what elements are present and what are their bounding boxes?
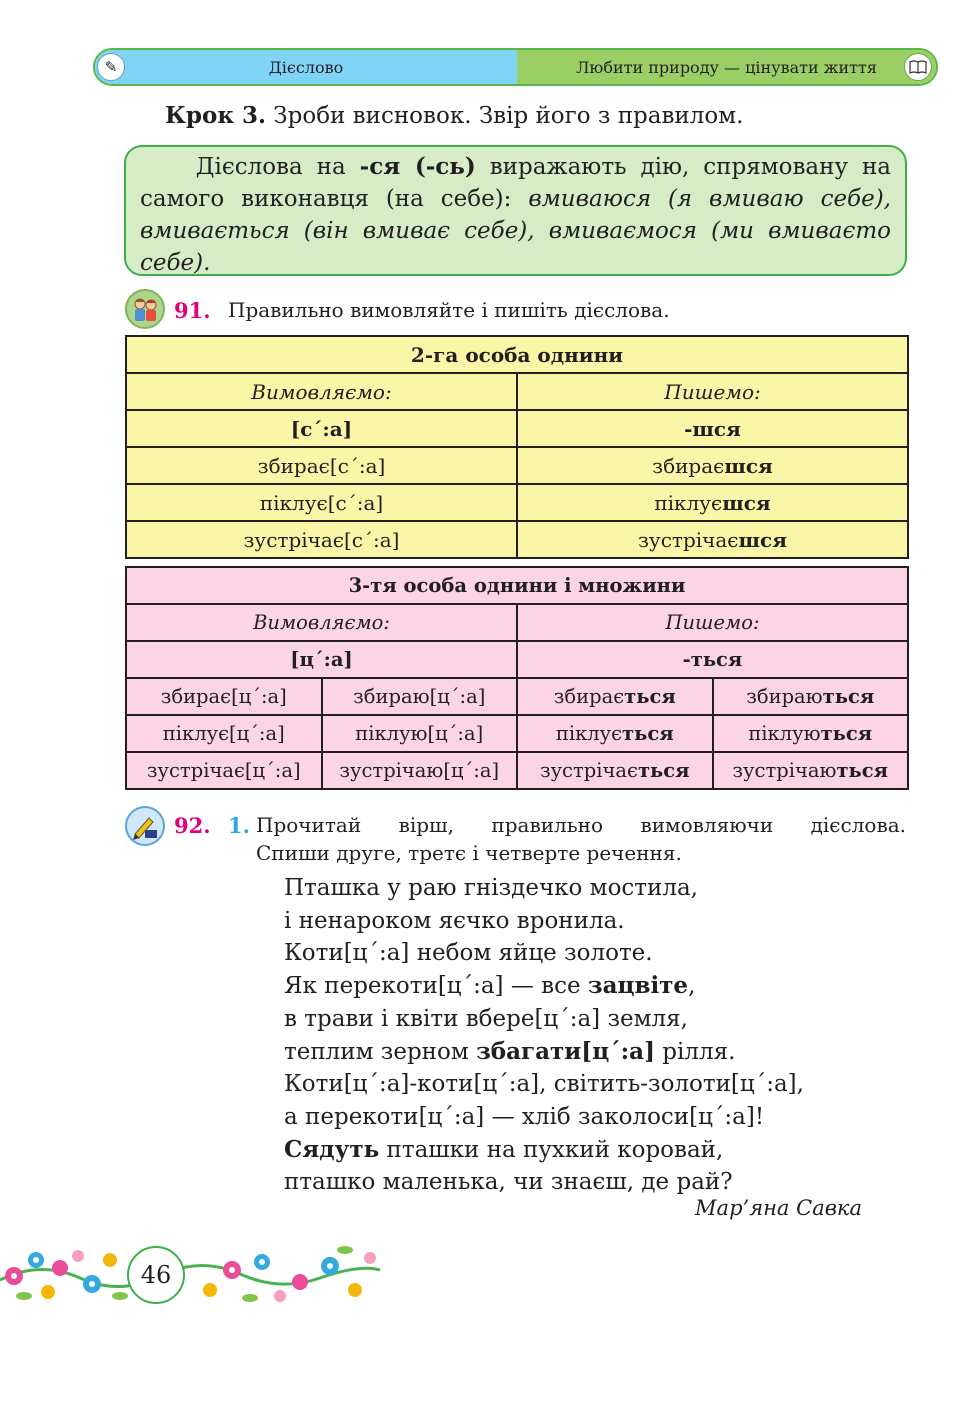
poem-line: Як перекоти[ц´:а] — все зацвіте,	[284, 972, 696, 1000]
task-92-number: 92.	[174, 813, 211, 838]
poem-line: а перекоти[ц´:а] — хліб заколоси[ц´:а]!	[284, 1103, 765, 1130]
table-cell: збирається	[517, 678, 713, 715]
table1-col-say: Вимовляємо:	[126, 373, 517, 410]
table-cell: зустрічаю[ц´:а]	[322, 752, 518, 789]
poem-line: Пташка у раю гніздечко мостила,	[284, 875, 698, 901]
table2-write-ending: -ться	[517, 641, 908, 678]
section-title: Дієслово	[268, 57, 344, 77]
table-cell: збираєшся	[517, 447, 908, 484]
table1-title: 2-га особа однини	[126, 336, 908, 373]
rule-examples: вмиваюся (я вмиваю себе), вмивається (він вмиває себе), вмиваємося (ми вмиваєmо себе).	[140, 186, 891, 276]
page-number: 46	[127, 1246, 185, 1304]
table-row	[126, 752, 908, 789]
table-cell: зустрічаєшся	[517, 521, 908, 558]
poem-line: пташко маленька, чи знаєш, де рай?	[284, 1169, 733, 1196]
poem-line: Сядуть пташки на пухкий коровай,	[284, 1135, 724, 1163]
rule-middle: виражають дію, спрямовану на самого виконавця (на себе):	[140, 154, 891, 212]
task-91-text: Правильно вимовляйте і пишіть дієслова.	[228, 298, 670, 322]
step-label: Крок 3.	[165, 102, 266, 129]
task-92-subnumber: 1.	[228, 813, 250, 838]
table-cell: зустрічає[ц´:а]	[126, 752, 322, 789]
topic-tab	[517, 50, 936, 84]
poem	[284, 872, 804, 1199]
table2-title: 3-тя особа однини і множини	[126, 567, 908, 604]
poem-line: в трави і квіти вбере[ц´:а] земля,	[284, 1005, 688, 1032]
table1-say-ending: [с´:а]	[126, 410, 517, 447]
task-92-line2: Спиши друге, третє і четверте речення.	[256, 841, 682, 865]
table-row	[126, 678, 908, 715]
poem-line: і ненароком яєчко вронила.	[284, 907, 625, 934]
table1-write-ending: -шся	[517, 410, 908, 447]
table-row	[126, 484, 908, 521]
step-instruction	[165, 102, 743, 129]
pair-work-icon	[125, 289, 165, 329]
table-row	[126, 521, 908, 558]
table-cell: зустрічаються	[713, 752, 909, 789]
section-tab	[95, 50, 517, 84]
table-cell: піклується	[517, 715, 713, 752]
step-text: Зроби висновок. Звір його з правилом.	[265, 103, 744, 129]
table2-col-write: Пишемо:	[517, 604, 908, 641]
table-cell: збираю[ц´:а]	[322, 678, 518, 715]
rule-suffix: -ся (-сь)	[359, 153, 476, 180]
table-row	[126, 447, 908, 484]
table-cell: зустрічає[с´:а]	[126, 521, 517, 558]
table-cell: піклує[с´:а]	[126, 484, 517, 521]
rule-intro: Дієслова на	[195, 154, 360, 180]
poem-line: теплим зерном збагати[ц´:а] рілля.	[284, 1037, 736, 1065]
table1-col-write: Пишемо:	[517, 373, 908, 410]
poem-author: Мар’яна Савка	[695, 1196, 862, 1220]
rule-box	[124, 145, 907, 276]
table-cell: піклує[ц´:а]	[126, 715, 322, 752]
table2-col-say: Вимовляємо:	[126, 604, 517, 641]
table-third-person	[125, 566, 909, 790]
table-cell: піклуєшся	[517, 484, 908, 521]
table-cell: піклуються	[713, 715, 909, 752]
table-cell: збирає[ц´:а]	[126, 678, 322, 715]
rule-text	[140, 151, 891, 279]
table-cell: зустрічається	[517, 752, 713, 789]
task-92-line1: Прочитай вірш, правильно вимовляючи дієслова.	[256, 813, 906, 837]
book-icon	[904, 53, 932, 81]
table-cell: піклую[ц´:а]	[322, 715, 518, 752]
task-91-number: 91.	[174, 298, 211, 323]
pencil-icon: ✎	[97, 53, 125, 81]
table-cell: збираються	[713, 678, 909, 715]
chapter-header	[93, 48, 938, 86]
table-second-person	[125, 335, 909, 559]
table-row	[126, 715, 908, 752]
flower-border-decoration	[0, 1240, 380, 1312]
writing-icon	[125, 806, 165, 846]
poem-line: Коти[ц´:а] небом яйце золоте.	[284, 940, 653, 967]
poem-line: Коти[ц´:а]-коти[ц´:а], світить-золоти[ц´:а],	[284, 1071, 804, 1098]
table2-say-ending: [ц´:а]	[126, 641, 517, 678]
topic-title: Любити природу — цінувати життя	[576, 57, 877, 77]
table-cell: збирає[с´:а]	[126, 447, 517, 484]
